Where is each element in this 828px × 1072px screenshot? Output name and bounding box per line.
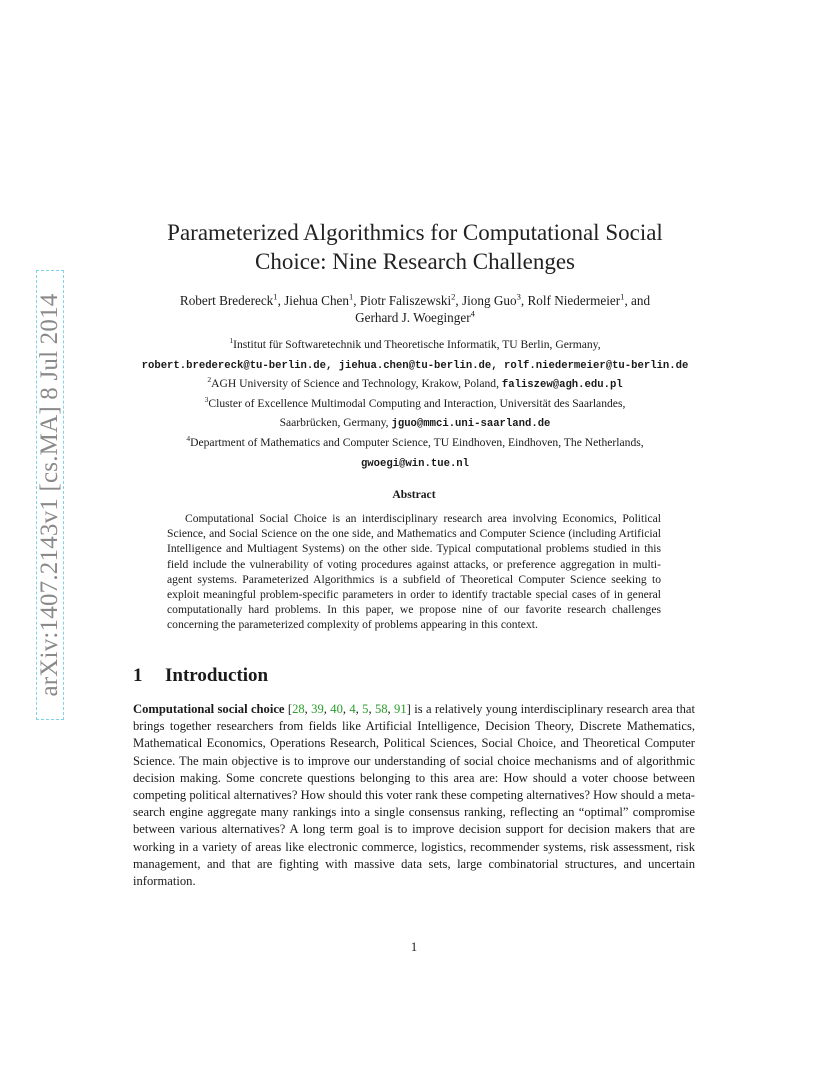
author: Jiong Guo$^3$, bbox=[462, 291, 528, 308]
section-heading bbox=[133, 665, 268, 687]
page-number: 1 bbox=[410, 940, 418, 954]
affiliation-line: $^1$Institut für Softwaretechnik und Theoretische Informatik, TU Berlin, Germany, bbox=[229, 336, 601, 351]
affiliations bbox=[100, 336, 730, 473]
section-title: Introduction bbox=[165, 665, 269, 686]
intro-paragraph: Computational social choice [28, 39, 40, 4, 5, 58, 91] is a relatively young interdisciplinary research area that brings together researchers from fields like Artificial Intelligence, Decision Theory, Discrete Mathematics, Mathematical Economics, Operations Research, Political Sciences, Social Choice, and Theoretical Computer Science. The main objective is to improve our understanding of social choice mechanisms and of algorithmic decision making. Some concrete questions belonging to this area are: How should a voter choose between competing political alternatives? How should this voter rank these competing alternatives? How should a meta-search engine aggregate many rankings into a single consensus ranking, reflecting an “optimal” compromise between various alternatives? A long term goal is to improve decision support for decision makers that are working in a variety of areas like electronic commerce, logistics, recommender systems, risk assessment, risk management, and that are fighting with massive data sets, large combinatorial structures, and uncertain information. bbox=[133, 702, 696, 889]
citation-link[interactable]: 40 bbox=[330, 702, 343, 716]
email: faliszew@agh.edu.pl bbox=[501, 379, 623, 392]
abstract-text: Computational Social Choice is an interdisciplinary research area involving Economics, Political Science, and Social Science on the one side, and Mathematics and Computer Science (including Artificial Intelligence and Multiagent Systems) on the other side. Typical computational problems studied in this field include the vulnerability of voting procedures against attacks, or preference aggregation in multi-agent systems. Parameterized Algorithmics is a subfield of Theoretical Computer Science seeking to exploit meaningful problem-specific parameters in order to identify tractable special cases of in general computationally hard problems. In this paper, we propose nine of our favorite research challenges concerning the parameterized complexity of problems appearing in this context. bbox=[167, 512, 661, 632]
affiliation-line: $^2$AGH University of Science and Technology, Krakow, Poland, faliszew@agh.edu.pl bbox=[207, 375, 623, 392]
section-number: 1 bbox=[133, 665, 143, 686]
email: robert.bredereck@tu-berlin.de, jiehua.chen@tu-berlin.de, rolf.niedermeier@tu-berlin.de bbox=[141, 359, 689, 372]
citation-link[interactable]: 58 bbox=[374, 702, 388, 716]
abstract-heading: Abstract bbox=[392, 488, 436, 501]
citation-link[interactable]: 91 bbox=[394, 702, 407, 716]
lead-term: Computational social choice bbox=[133, 702, 285, 716]
citation-link[interactable]: 39 bbox=[311, 702, 324, 716]
affiliation-line: $^3$Cluster of Excellence Multimodal Computing and Interaction, Universität des Saarlandes, bbox=[204, 394, 626, 410]
author: Rolf Niedermeier$^1$, and bbox=[527, 291, 651, 308]
title-line-1: Parameterized Algorithmics for Computational Social bbox=[167, 220, 663, 245]
title-line-2: Choice: Nine Research Challenges bbox=[255, 249, 575, 274]
author: Robert Bredereck$^1$, bbox=[179, 291, 285, 308]
affiliation-line bbox=[100, 356, 730, 376]
affiliation-line bbox=[100, 454, 730, 474]
author: Jiehua Chen$^1$, bbox=[284, 291, 360, 308]
citation-link[interactable]: 5 bbox=[362, 702, 369, 716]
citation-link[interactable]: 28 bbox=[292, 702, 305, 716]
affiliation-line: Saarbrücken, Germany, jguo@mmci.uni-saarland.de bbox=[279, 416, 551, 431]
email: gwoegi@win.tue.nl bbox=[360, 457, 470, 470]
email: jguo@mmci.uni-saarland.de bbox=[391, 418, 551, 431]
author: Gerhard J. Woeginger$^4$ bbox=[355, 308, 475, 325]
citation-link[interactable]: 4 bbox=[349, 702, 356, 716]
intro-text: is a relatively young interdisciplinary research area that brings together researchers from fields like Artificial Intelligence, Decision Theory, Discrete Mathematics, Mathematical Economics, Operations Research, Political Sciences, Social Choice, and Theoretical Computer Science. The main objective is to improve our understanding of social choice mechanisms and of algorithmic decision making. Some concrete questions belonging to this area are: How should a voter choose between competing political alternatives? How should this voter rank these competing alternatives? How should a meta-search engine aggregate many rankings into a single consensus ranking, reflecting an “optimal” compromise between various alternatives? A long term goal is to improve decision support for decision makers that are working in a variety of areas like electronic commerce, logistics, recommender systems, risk assessment, risk management, and that are fighting with massive data sets, large combinatorial structures, and uncertain information. bbox=[133, 702, 696, 889]
affiliation-line: $^4$Department of Mathematics and Computer Science, TU Eindhoven, Eindhoven, The Netherlands, bbox=[186, 434, 644, 449]
arxiv-identifier-stamp: arXiv:1407.2143v1 [cs.MA] 8 Jul 2014 bbox=[36, 270, 64, 720]
paper-title bbox=[120, 218, 710, 276]
author-list bbox=[110, 292, 720, 326]
author: Piotr Faliszewski$^2$, bbox=[359, 291, 462, 308]
